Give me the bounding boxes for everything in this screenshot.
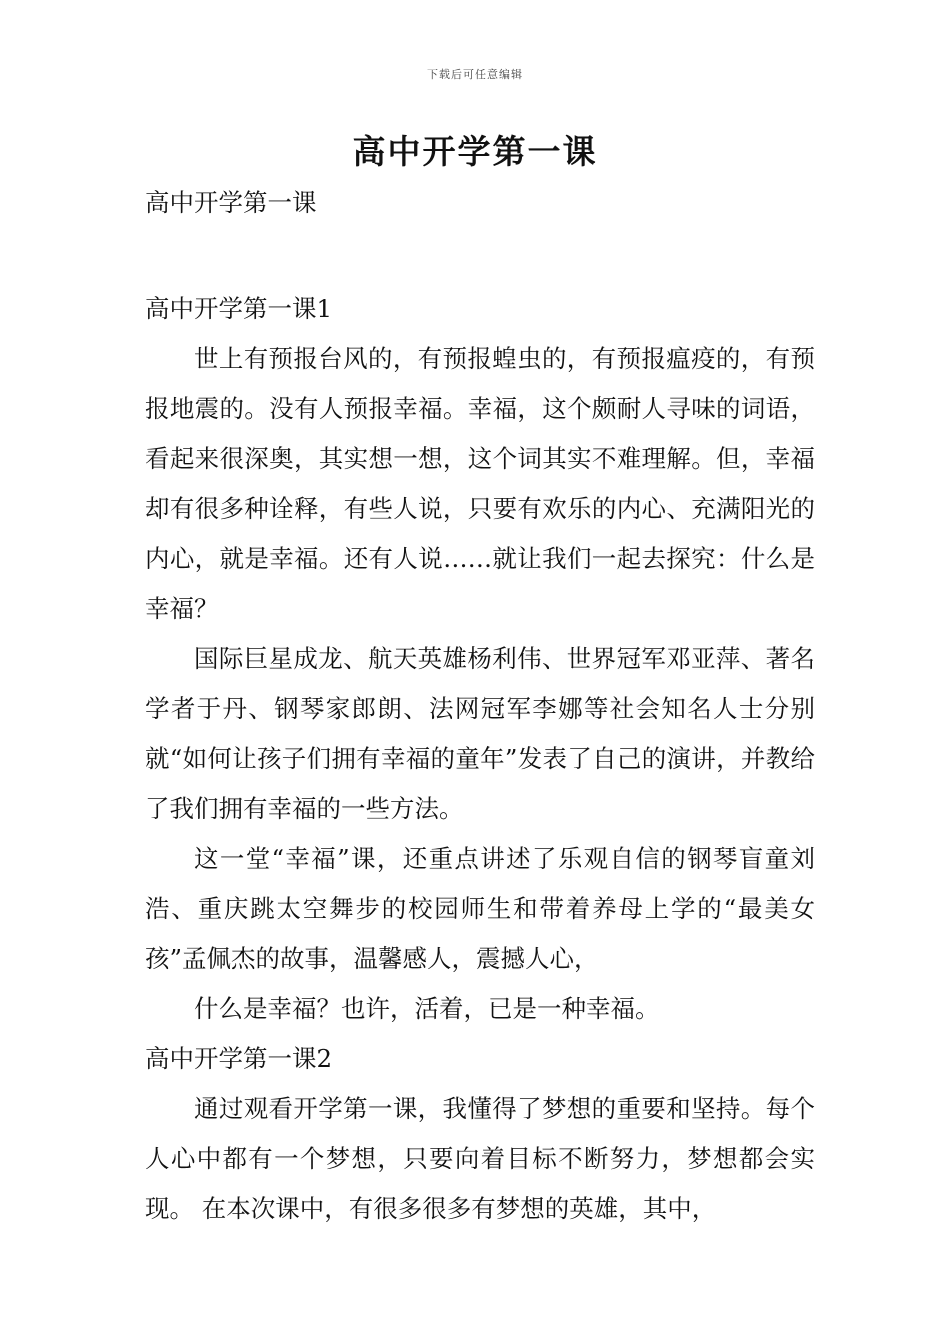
section-1-paragraph-4: 什么是幸福？也许，活着，已是一种幸福。	[194, 994, 660, 1023]
section-heading-1: 高中开学第一课1	[145, 294, 333, 323]
document-body	[145, 178, 815, 1234]
blank-line	[145, 228, 815, 284]
section-1-paragraph-1: 世上有预报台风的，有预报蝗虫的，有预报瘟疫的，有预报地震的。没有人预报幸福。幸福，这个颇耐人寻味的词语，看起来很深奥，其实想一想，这个词其实不难理解。但，幸福却有很多种诠释，有些人说，只要有欢乐的内心、充满阳光的内心，就是幸福。还有人说……就让我们一起去探究：什么是幸福？	[145, 344, 815, 623]
page-title: 高中开学第一课	[352, 132, 598, 171]
section-heading-2: 高中开学第一课2	[145, 1044, 333, 1073]
section-2-paragraph-1: 通过观看开学第一课，我懂得了梦想的重要和坚持。每个人心中都有一个梦想，只要向着目标不断努力，梦想都会实现。 在本次课中，有很多很多有梦想的英雄，其中，	[145, 1094, 815, 1223]
section-1-paragraph-3: 这一堂“幸福”课，还重点讲述了乐观自信的钢琴盲童刘浩、重庆跳太空舞步的校园师生和带着养母上学的“最美女孩”孟佩杰的故事，温馨感人，震撼人心，	[145, 844, 815, 973]
section-1-paragraph-2: 国际巨星成龙、航天英雄杨利伟、世界冠军邓亚萍、著名学者于丹、钢琴家郎朗、法网冠军李娜等社会知名人士分别就“如何让孩子们拥有幸福的童年”发表了自己的演讲，并教给了我们拥有幸福的一些方法。	[145, 644, 815, 823]
document-subtitle: 高中开学第一课	[145, 188, 317, 217]
header-note: 下载后可任意编辑	[427, 68, 523, 81]
